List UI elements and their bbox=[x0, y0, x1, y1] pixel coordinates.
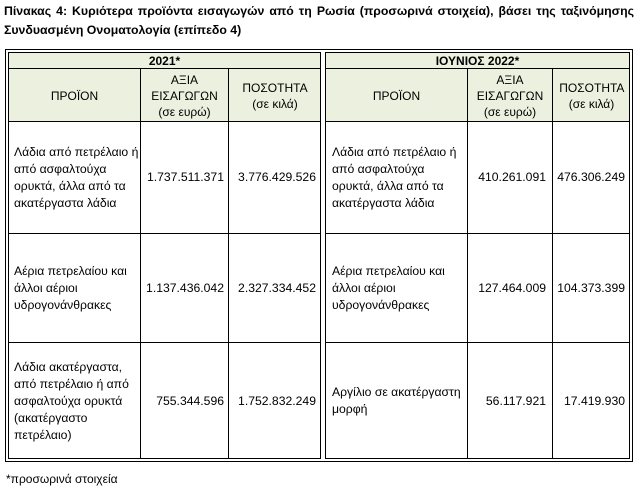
col-product-2021: ΠΡΟΪΟΝ bbox=[50, 88, 99, 103]
row1-value-2022: 410.261.091 bbox=[478, 170, 546, 184]
row1-quantity-2022: 476.306.249 bbox=[557, 170, 625, 184]
imports-table bbox=[5, 49, 633, 462]
period-2022: ΙΟΥΝΙΟΣ 2022* bbox=[435, 53, 520, 68]
row1-product-2022: Λάδια από πετρέλαιο ή από ασφαλτούχα ορυκτά, άλλα από τα ακατέργαστα λάδια bbox=[332, 144, 457, 210]
row2-product-2022: Αέρια πετρελαίου και άλλοι αέριοι υδρογονάνθρακες bbox=[332, 263, 445, 312]
row3-product-2022: Αργίλιο σε ακατέργαστη μορφή bbox=[332, 385, 461, 416]
period-2021: 2021* bbox=[148, 53, 181, 68]
row3-quantity-2021: 1.752.832.249 bbox=[238, 393, 316, 408]
col-quantity-2022: ΠΟΣΟΤΗΤΑ (σε κιλά) bbox=[559, 80, 625, 111]
row1-value-2021: 1.737.511.371 bbox=[146, 170, 224, 184]
row2-quantity-2022: 104.373.399 bbox=[557, 280, 625, 295]
row3-value-2021: 755.344.596 bbox=[156, 393, 224, 408]
footnote: *προσωρινά στοιχεία bbox=[6, 472, 118, 486]
col-quantity-2021: ΠΟΣΟΤΗΤΑ (σε κιλά) bbox=[242, 80, 308, 111]
col-value-2021: ΑΞΙΑ ΕΙΣΑΓΩΓΩΝ (σε ευρώ) bbox=[151, 72, 218, 119]
table-title: Πίνακας 4: Κυριότερα προϊόντα εισαγωγών από τη Ρωσία (προσωρινά στοιχεία), βάσει της ταξινόμησης Συνδυασμένη Ονοματολογία (επίπεδο 4) bbox=[4, 4, 634, 37]
row1-product-2021: Λάδια από πετρέλαιο ή από ασφαλτούχα ορυκτά, άλλα από τα ακατέργαστα λάδια bbox=[14, 144, 139, 210]
col-value-2022: ΑΞΙΑ ΕΙΣΑΓΩΓΩΝ (σε ευρώ) bbox=[476, 72, 544, 119]
row2-product-2021: Αέρια πετρελαίου και άλλοι αέριοι υδρογονάνθρακες bbox=[14, 263, 127, 312]
col-product-2022: ΠΡΟΪΟΝ bbox=[372, 88, 421, 103]
row2-quantity-2021: 2.327.334.452 bbox=[238, 280, 316, 295]
row3-quantity-2022: 17.419.930 bbox=[564, 393, 625, 408]
row2-value-2022: 127.464.009 bbox=[478, 280, 546, 295]
row3-product-2021: Λάδια ακατέργαστα, από πετρέλαιο ή από ασφαλτούχα ορυκτά (ακατέργαστο πετρέλαιο) bbox=[14, 359, 129, 442]
row1-quantity-2021: 3.776.429.526 bbox=[238, 170, 316, 184]
row2-value-2021: 1.137.436.042 bbox=[146, 280, 224, 295]
row3-value-2022: 56.117.921 bbox=[485, 393, 546, 408]
